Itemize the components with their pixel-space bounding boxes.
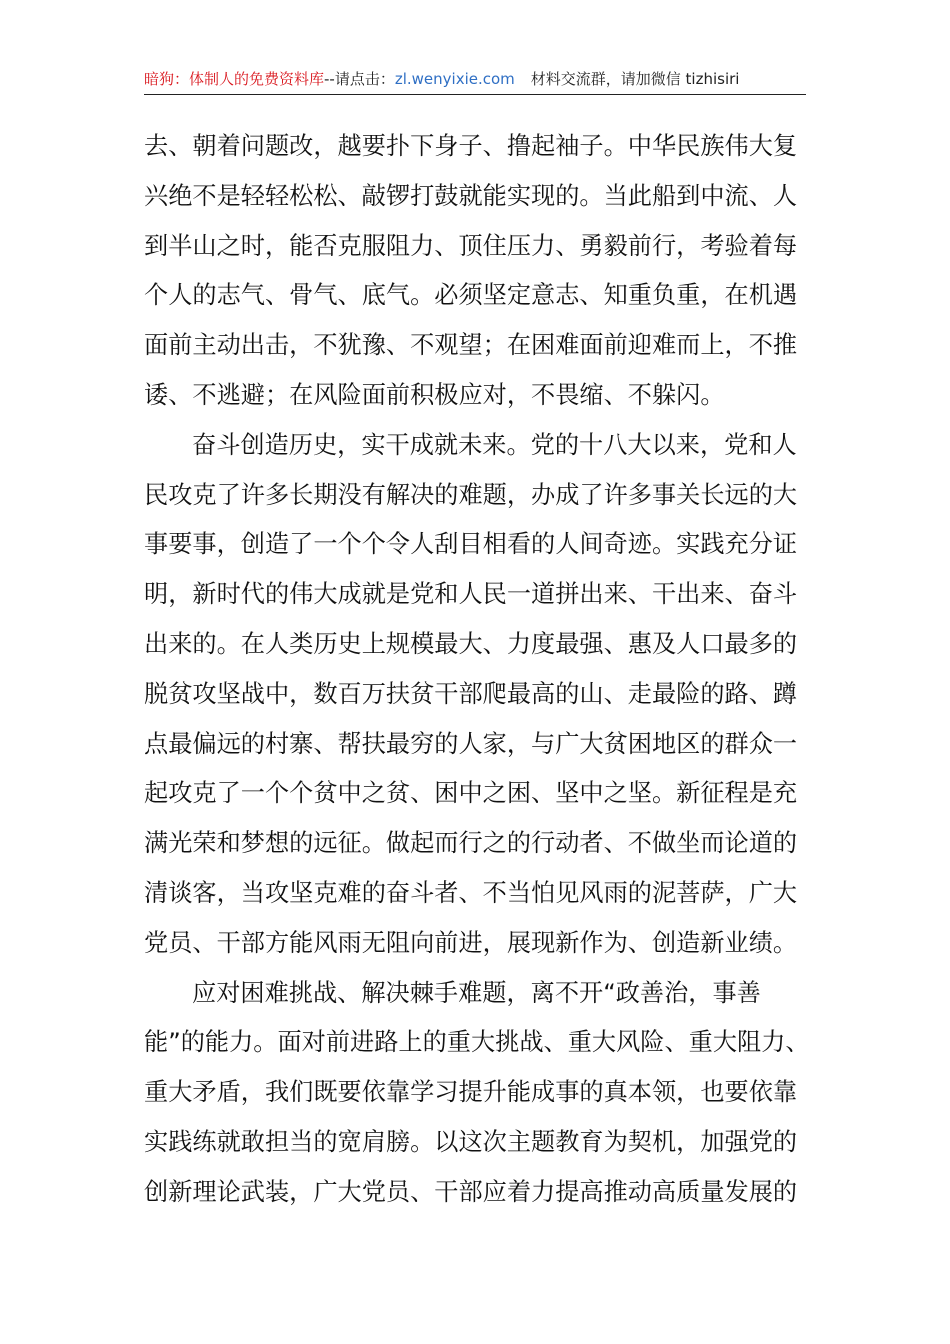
text-line: 到半山之时，能否克服阻力、顶住压力、勇毅前行，考验着每 [144, 231, 798, 260]
text-line: 脱贫攻坚战中，数百万扶贫干部爬最高的山、走最险的路、蹲 [144, 679, 798, 708]
text-line: 诿、不逃避；在风险面前积极应对，不畏缩、不躲闪。 [144, 380, 725, 409]
text-line: 民攻克了许多长期没有解决的难题，办成了许多事关长远的大 [144, 480, 798, 509]
text-line: 点最偏远的村寨、帮扶最穷的人家，与广大贫困地区的群众一 [144, 729, 798, 758]
document-body [144, 122, 810, 1218]
text-line: 个人的志气、骨气、底气。必须坚定意志、知重负重，在机遇 [144, 281, 798, 310]
header-link[interactable]: zl.wenyixie.com [394, 70, 515, 88]
text-line: 明，新时代的伟大成就是党和人民一道拼出来、干出来、奋斗 [144, 580, 798, 609]
text-line: 清谈客，当攻坚克难的奋斗者、不当怕见风雨的泥菩萨，广大 [144, 878, 798, 907]
text-line: 去、朝着问题改，越要扑下身子、撸起袖子。中华民族伟大复 [144, 132, 798, 160]
header-brand-text: 暗狗：体制人的免费资料库 [144, 70, 325, 88]
text-line: 实践练就敢担当的宽肩膀。以这次主题教育为契机，加强党的 [144, 1127, 798, 1156]
text-line: 起攻克了一个个贫中之贫、困中之困、坚中之坚。新征程是充 [144, 779, 798, 808]
paragraph-start-line: 奋斗创造历史，实干成就未来。党的十八大以来，党和人 [192, 430, 797, 459]
header-group-text: 材料交流群，请加微信 tizhisiri [530, 70, 740, 88]
page-header [144, 66, 806, 95]
header-prompt-text: --请点击： [324, 70, 395, 88]
text-line: 出来的。在人类历史上规模最大、力度最强、惠及人口最多的 [144, 629, 798, 658]
text-line: 重大矛盾，我们既要依靠学习提升能成事的真本领，也要依靠 [144, 1078, 798, 1107]
text-line: 面前主动出击，不犹豫、不观望；在困难面前迎难而上，不推 [144, 331, 798, 360]
text-line: 创新理论武装，广大党员、干部应着力提高推动高质量发展的 [144, 1177, 798, 1206]
text-line: 兴绝不是轻轻松松、敲锣打鼓就能实现的。当此船到中流、人 [144, 181, 798, 210]
text-line: 满光荣和梦想的远征。做起而行之的行动者、不做坐而论道的 [144, 829, 798, 858]
text-line: 事要事，创造了一个个令人刮目相看的人间奇迹。实践充分证 [144, 530, 798, 559]
text-line: 能”的能力。面对前进路上的重大挑战、重大风险、重大阻力、 [144, 1028, 810, 1057]
paragraph-start-line: 应对困难挑战、解决棘手难题，离不开“政善治，事善 [192, 978, 761, 1007]
text-line: 党员、干部方能风雨无阻向前进，展现新作为、创造新业绩。 [144, 928, 798, 957]
